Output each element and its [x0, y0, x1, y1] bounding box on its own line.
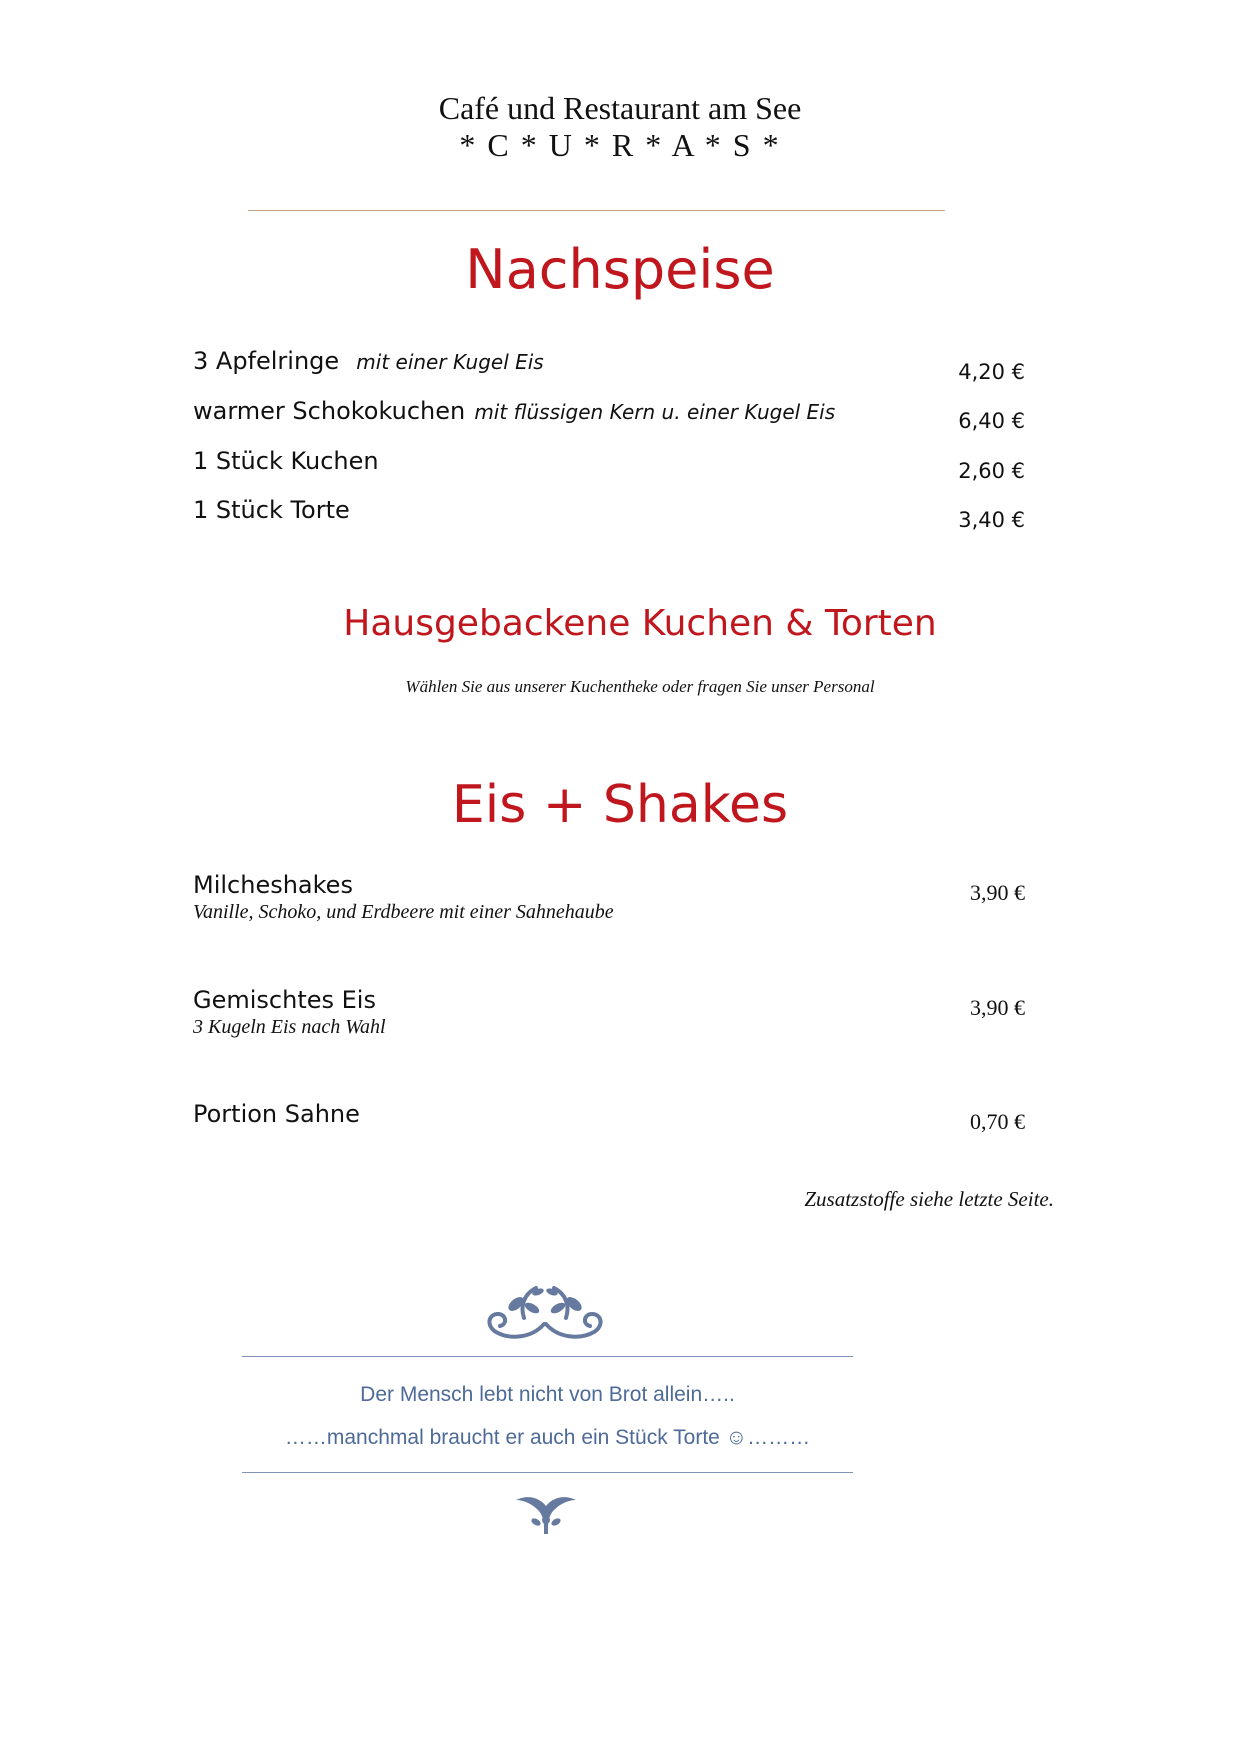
- item-description: Vanille, Schoko, und Erdbeere mit einer Sahnehaube: [193, 901, 614, 923]
- quote-line-1: Der Mensch lebt nicht von Brot allein…..: [360, 1383, 735, 1406]
- kuchen-note: Wählen Sie aus unserer Kuchentheke oder fragen Sie unser Personal: [405, 677, 875, 696]
- item-description: 3 Kugeln Eis nach Wahl: [193, 1016, 386, 1038]
- menu-item: [193, 986, 386, 1039]
- item-price: 3,90 €: [970, 880, 1025, 905]
- item-name: Gemischtes Eis: [193, 986, 376, 1014]
- additives-note: Zusatzstoffe siehe letzte Seite.: [804, 1187, 1054, 1211]
- item-description: mit flüssigen Kern u. einer Kugel Eis: [474, 400, 836, 424]
- item-name: 1 Stück Kuchen: [193, 447, 379, 475]
- item-price: 3,40 €: [958, 508, 1025, 532]
- item-name: Portion Sahne: [193, 1100, 360, 1128]
- section-title-eis: Eis + Shakes: [451, 775, 789, 835]
- quote-bottom-divider: [242, 1472, 853, 1473]
- item-description: mit einer Kugel Eis: [356, 350, 544, 374]
- flourish-ornament-icon: [480, 1278, 610, 1348]
- item-price: 0,70 €: [970, 1109, 1025, 1134]
- section-title-nachspeise: Nachspeise: [465, 238, 775, 301]
- menu-item: [193, 1100, 360, 1128]
- restaurant-stars: * C * U * R * A * S *: [459, 127, 781, 163]
- menu-item: [193, 871, 614, 924]
- header-divider: [248, 210, 945, 211]
- item-price: 3,90 €: [970, 995, 1025, 1020]
- quote-line-2: ……manchmal braucht er auch ein Stück Torte ☺………: [284, 1426, 811, 1449]
- item-price: 4,20 €: [958, 360, 1025, 384]
- item-name: warmer Schokokuchen: [193, 397, 466, 425]
- item-name: 3 Apfelringe: [193, 347, 340, 375]
- menu-item: [193, 397, 835, 425]
- item-name: Milcheshakes: [193, 871, 353, 899]
- section-title-kuchen: Hausgebackene Kuchen & Torten: [343, 603, 937, 644]
- fleur-ornament-icon: [514, 1490, 578, 1536]
- item-price: 6,40 €: [958, 409, 1025, 433]
- menu-item: [193, 496, 350, 524]
- quote-top-divider: [242, 1356, 853, 1357]
- item-price: 2,60 €: [958, 459, 1025, 483]
- menu-item: [193, 347, 544, 375]
- restaurant-name: Café und Restaurant am See: [438, 90, 802, 126]
- menu-item: [193, 447, 379, 475]
- item-name: 1 Stück Torte: [193, 496, 350, 524]
